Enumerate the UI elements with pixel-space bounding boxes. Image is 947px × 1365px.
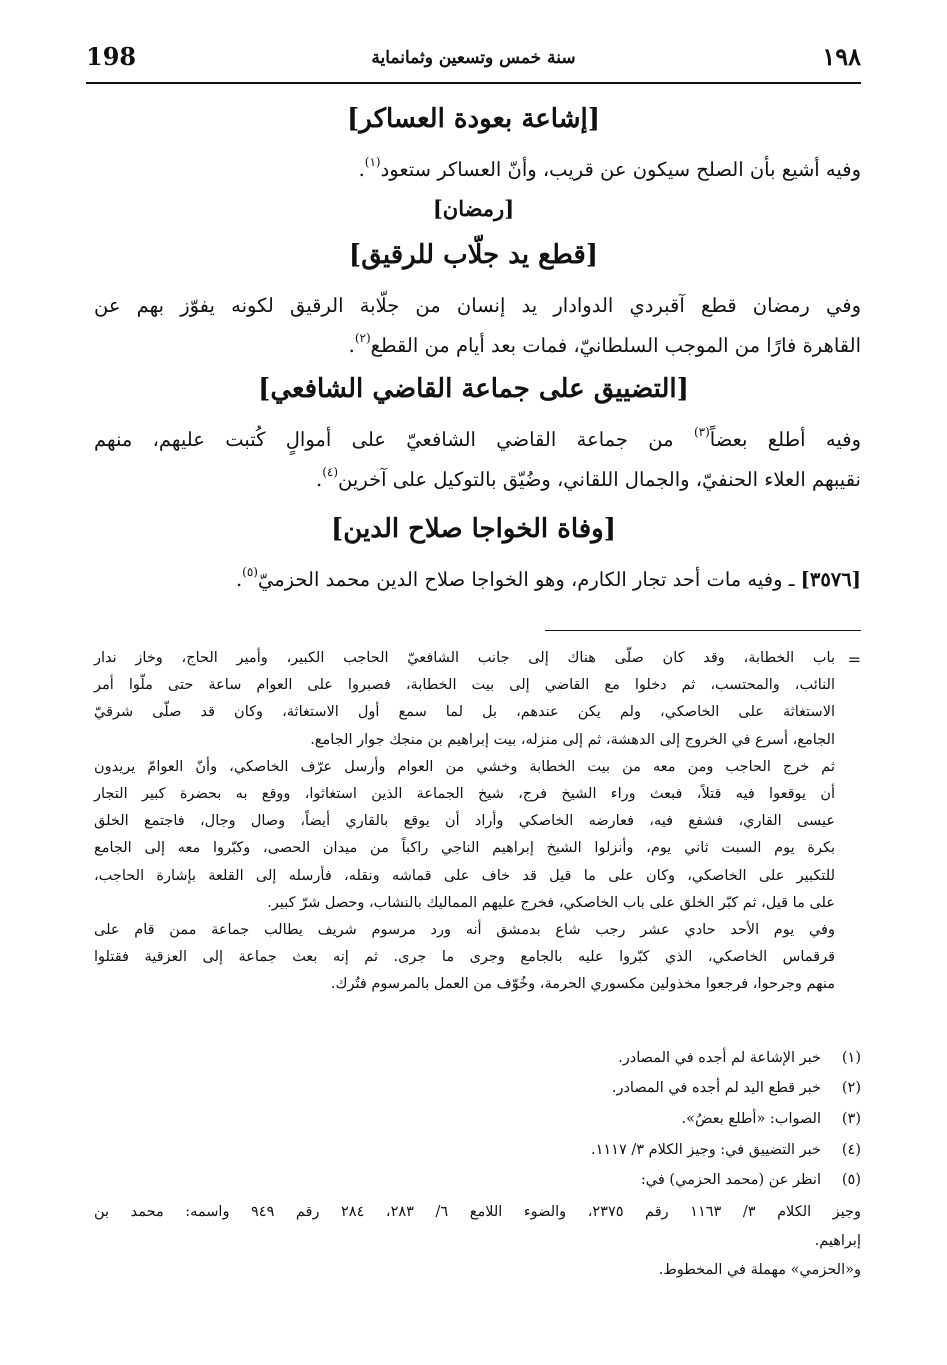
body-line: القاهرة فارًا من الموجب السلطانيّ، فمات بعد أيام من القطع$^{(٢)}$. [348,331,861,357]
footnote-4: (٤)خبر التضييق في: وجيز الكلام ٣/ ١١١٧. [94,1136,861,1164]
footnote-ref: (٢) [354,331,371,345]
footnote-number: (٤) [841,1142,861,1158]
page-number-arabic: ١٩٨ [822,42,861,71]
body-line: وفيه أطلع بعضاً$^{(٣)}$ من جماعة القاضي الشافعيّ على أموالٍ كُتبت عليهم، منهم [94,425,861,451]
footnote-number: (٢) [841,1080,861,1096]
running-title: سنة خمس وتسعين وثمانماية [371,48,576,68]
footnote-ref: (٤) [322,465,339,479]
footnote-continuation [94,645,835,999]
header-rule [86,82,861,84]
page-number-latin: 198 [86,42,137,71]
footnote-line: باب الخطابة، وقد كان صلّى هناك إلى جانب الشافعيّ الحاجب الكبير، وأمير الحاج، وخاز ندار [94,650,835,666]
section-body-rumor [240,150,861,190]
footnote-line: الجامع، أسرع في الخروج إلى الدهشة، ثم إلى منزله، بيت إبراهيم بن منجك جوار الجامع. [310,731,835,748]
footnote-number: (٥) [841,1172,861,1188]
footnote-line: ثم خرج الحاجب ومن معه من بيت الخطابة وخشي من العوام وأرسل عرّف الخاصكي، وأنّ العوامّ يريدون [94,758,835,775]
footnote-2: (٢)خبر قطع اليد لم أجده في المصادر. [94,1074,861,1102]
section-heading-rumor: [إشاعة بعودة العساكر] [346,104,601,134]
continuation-mark: = [847,650,861,669]
section-body-khawaja [100,560,861,600]
footnote-3: (٣)الصواب: «أطلع بعضُ». [94,1105,861,1133]
body-line: وفيه أشيع بأن الصلح سيكون عن قريب، وأنّ العساكر ستعود$^{(١)}$. [358,155,861,181]
footnote-line: على ما قيل، ثم كبّر الخلق على باب الخاصكي، فخرج عليهم المماليك بالنشاب، وحصل شرّ كبير. [267,894,835,911]
footnote-ref: (١) [364,155,381,169]
section-body-qadi [94,420,861,500]
section-heading-khawaja: [وفاة الخواجا صلاح الدين] [330,514,617,544]
month-heading: [رمضان] [432,196,515,221]
footnote-number: (٣) [841,1111,861,1127]
body-line: نقيبهم العلاء الحنفيّ، والجمال اللقاني، وضُيّق بالتوكيل على آخرين$^{(٤)}$. [316,465,861,491]
body-line: [٣٥٧٦] ـ وفيه مات أحد تجار الكارم، وهو الخواجا صلاح الدين محمد الحزميّ$^{(٥)}$. [235,565,861,591]
body-line: وفي رمضان قطع آقبردي الدوادار يد إنسان من جلّابة الرقيق لكونه يفوّز بهم عن [94,294,861,317]
footnote-5: (٥)انظر عن (محمد الحزمي) في: [94,1166,861,1194]
section-heading-qadi: [التضييق على جماعة القاضي الشافعي] [258,374,689,404]
footnote-line: وفي يوم الأحد حادي عشر رجب شاع بدمشق أنه ورد مرسوم شريف يطالب جماعة ممن قام على [94,922,835,939]
section-heading-slave-trader: [قطع يد جلّاب للرقيق] [348,240,599,270]
footnote-line: أن يوقعوا فيه قتلاً، فبعث وراء الشيخ فرج، شيخ الجماعة الذين استغاثوا، ووقع به بحضرة كبير التجار [94,786,835,803]
footnote-number: (١) [841,1050,861,1066]
footnote-line: بكرة يوم السبت ثاني يوم، وأنزلوا الشيخ إبراهيم الناجي راكباً من ميدان الحصى، وكبّروا معه إلى الجامع [94,840,835,857]
footnote-line: منهم وجرحوا، فرجعوا مخذولين مكسوري الحرمة، وخُوّف من العمل بالمرسوم فتُرك. [330,976,835,993]
footnote-ref: (٥) [242,565,258,579]
page-header [86,38,861,84]
footnote-line: إبراهيم. [814,1233,861,1249]
footnote-line: النائب، والمحتسب، ثم دخلوا مع القاضي إلى بيت الخطابة، فصبروا على العوام ساعة حتى ملّوا أمر [94,677,835,694]
footnote-line: قرقماس الخاصكي، الذي كبّروا عليه بالجامع وجرى ما جرى. ثم إنه بعث جماعة إلى العزقية فقتلوا [94,949,835,966]
footnote-line: للتكبير على الخاصكي، وكان على ما قيل قد خاف على قماشه ونقله، فأرسله إلى القلعة بإشارة الحاجب، [94,867,835,884]
footnote-5-continued [94,1198,861,1285]
entry-number: [٣٥٧٦] [800,568,861,591]
footnote-ref: (٣) [693,425,710,439]
footnote-line: وجيز الكلام ٣/ ١١٦٣ رقم ٢٣٧٥، والضوء اللامع ٦/ ٢٨٣، ٢٨٤ رقم ٩٤٩ واسمه: محمد بن [94,1204,862,1220]
footnote-separator [545,630,861,631]
footnote-line: الاستغاثة على الخاصكي، ولم يكن عندهم، بل لما سمع أول الاستغاثة، وكان قد صلّى شرقيّ [94,704,835,721]
footnote-line: عيسى القاري، فشفع فيه، فعارضه الخاصكي وأراد أن يوقع بالقاري أيضاً، وصال وجال، فاجتمع الخلق [94,813,835,830]
footnote-1: (١)خبر الإشاعة لم أجده في المصادر. [94,1044,861,1072]
footnote-line: و«الحزمي» مهملة في المخطوط. [658,1262,861,1278]
section-body-slave-trader [94,286,861,366]
